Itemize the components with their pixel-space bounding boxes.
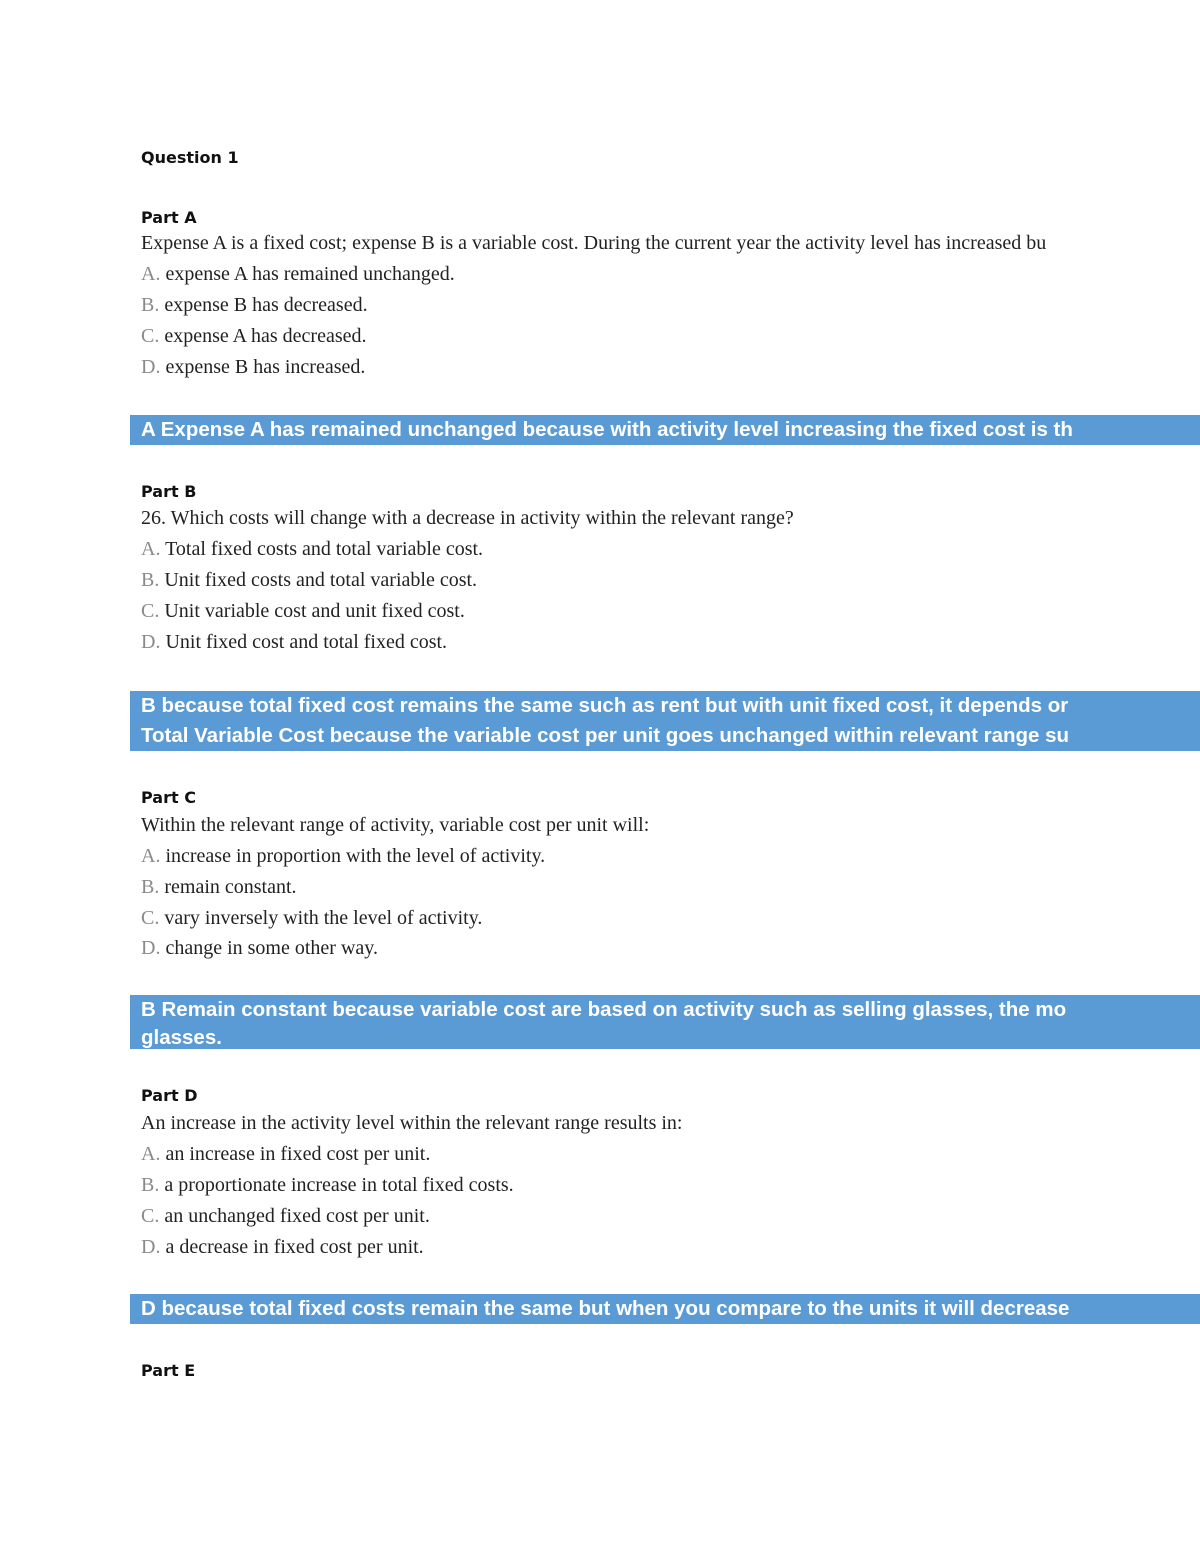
option-text: an increase in fixed cost per unit.	[160, 1143, 431, 1165]
option-letter: B.	[141, 1174, 160, 1196]
part-b-option-c	[141, 600, 465, 623]
part-a-option-a	[141, 263, 455, 286]
option-text: a proportionate increase in total fixed costs.	[159, 1174, 514, 1196]
option-text: remain constant.	[159, 876, 297, 898]
part-b-heading: Part B	[141, 482, 197, 501]
option-letter: A.	[141, 845, 161, 867]
part-c-option-c	[141, 907, 482, 930]
option-text: expense A has decreased.	[159, 325, 367, 347]
answer-line: B Remain constant because variable cost are based on activity such as selling glasses, the mo	[141, 998, 1067, 1021]
part-d-option-c	[141, 1205, 430, 1228]
option-text: an unchanged fixed cost per unit.	[159, 1205, 430, 1227]
answer-line: A Expense A has remained unchanged because with activity level increasing the fixed cost is th	[141, 418, 1073, 441]
option-letter: C.	[141, 325, 160, 347]
part-a-answer	[130, 415, 1200, 445]
part-c-answer	[130, 995, 1200, 1049]
option-letter: D.	[141, 937, 161, 959]
part-d-answer	[130, 1294, 1200, 1324]
part-d-option-d	[141, 1236, 424, 1259]
part-b-option-b	[141, 569, 477, 592]
option-text: change in some other way.	[160, 937, 378, 959]
part-c-option-d	[141, 937, 378, 960]
part-b-answer	[130, 691, 1200, 751]
part-a-heading: Part A	[141, 208, 197, 227]
option-letter: D.	[141, 1236, 161, 1258]
option-text: expense B has increased.	[160, 356, 366, 378]
option-text: increase in proportion with the level of activity.	[160, 845, 546, 867]
option-letter: A.	[141, 1143, 161, 1165]
option-text: expense B has decreased.	[159, 294, 368, 316]
option-letter: B.	[141, 294, 160, 316]
part-c-option-b	[141, 876, 297, 899]
part-a-option-b	[141, 294, 368, 317]
part-a-option-c	[141, 325, 366, 348]
option-letter: B.	[141, 876, 160, 898]
option-letter: A.	[141, 538, 161, 560]
part-a-question: Expense A is a fixed cost; expense B is a variable cost. During the current year the activity level has increased bu	[141, 232, 1047, 254]
part-b-question: 26. Which costs will change with a decrease in activity within the relevant range?	[141, 507, 794, 529]
part-c-question: Within the relevant range of activity, variable cost per unit will:	[141, 814, 650, 836]
part-a-option-d	[141, 356, 365, 379]
answer-line: B because total fixed cost remains the same such as rent but with unit fixed cost, it depends or	[141, 694, 1069, 717]
option-letter: A.	[141, 263, 161, 285]
option-text: vary inversely with the level of activity.	[159, 907, 483, 929]
option-text: Unit variable cost and unit fixed cost.	[159, 600, 465, 622]
part-b-option-a	[141, 538, 483, 561]
option-letter: C.	[141, 907, 160, 929]
part-e-heading: Part E	[141, 1361, 196, 1380]
option-text: a decrease in fixed cost per unit.	[160, 1236, 424, 1258]
answer-line: D because total fixed costs remain the same but when you compare to the units it will decrease	[141, 1297, 1070, 1320]
option-letter: B.	[141, 569, 160, 591]
answer-line: glasses.	[141, 1026, 222, 1049]
option-text: Unit fixed cost and total fixed cost.	[160, 631, 448, 653]
option-letter: C.	[141, 600, 160, 622]
part-b-option-d	[141, 631, 447, 654]
option-text: expense A has remained unchanged.	[160, 263, 455, 285]
question-title: Question 1	[141, 148, 239, 167]
part-d-heading: Part D	[141, 1086, 198, 1105]
answer-line: Total Variable Cost because the variable cost per unit goes unchanged within relevant range su	[141, 724, 1070, 747]
part-c-option-a	[141, 845, 545, 868]
part-d-option-a	[141, 1143, 430, 1166]
option-letter: D.	[141, 356, 161, 378]
option-letter: D.	[141, 631, 161, 653]
option-text: Unit fixed costs and total variable cost.	[159, 569, 478, 591]
part-d-question: An increase in the activity level within the relevant range results in:	[141, 1112, 683, 1134]
option-letter: C.	[141, 1205, 160, 1227]
part-d-option-b	[141, 1174, 514, 1197]
part-c-heading: Part C	[141, 788, 196, 807]
option-text: Total fixed costs and total variable cost.	[160, 538, 484, 560]
